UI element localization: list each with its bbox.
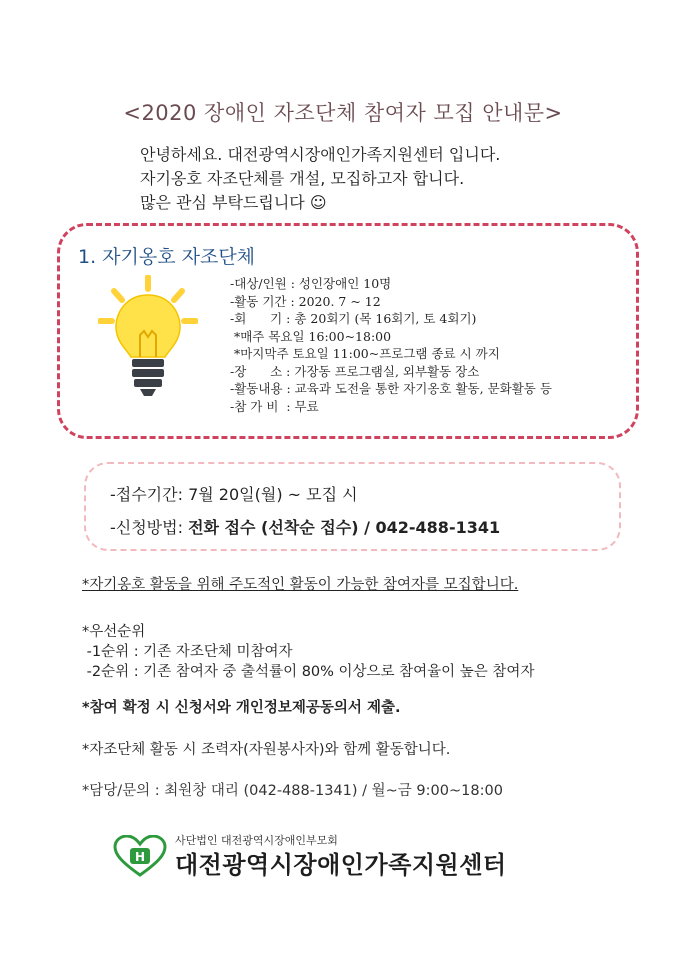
section-heading: 1. 자기옹호 자조단체: [78, 246, 256, 268]
detail-line: *마지막주 토요일 11:00~프로그램 종료 시 까지: [230, 346, 500, 361]
greeting-block: [140, 143, 500, 215]
detail-line: -회 기 : 총 20회기 (목 16회기, 토 4회기): [230, 311, 477, 326]
page-title: <2020 장애인 자조단체 참여자 모집 안내문>: [123, 101, 563, 125]
priority-item: -2순위 : 기존 참여자 중 출석률이 80% 이상으로 참여율이 높은 참여자: [82, 664, 535, 680]
org-name: 대전광역시장애인가족지원센터: [175, 851, 507, 879]
recruit-note: *자기옹호 활동을 위해 주도적인 활동이 가능한 참여자를 모집합니다.: [82, 577, 519, 593]
greeting-line: 안녕하세요. 대전광역시장애인가족지원센터 입니다.: [140, 145, 501, 164]
registration-method-value: 전화 접수 (선착순 접수) / 042-488-1341: [188, 518, 501, 537]
detail-line: -활동내용 : 교육과 도전을 통한 자기옹호 활동, 문화활동 등: [230, 381, 552, 396]
greeting-line: 자기옹호 자조단체를 개설, 모집하고자 합니다.: [140, 169, 465, 188]
detail-line: -활동 기간 : 2020. 7 ~ 12: [230, 293, 381, 309]
helper-note: *자조단체 활동 시 조력자(자원봉사자)와 함께 활동합니다.: [82, 742, 451, 758]
registration-method: [110, 515, 500, 538]
registration-period: [110, 482, 358, 505]
detail-line: -대상/인원 : 성인장애인 10명: [230, 276, 392, 291]
contact-info: *담당/문의 : 최원창 대리 (042-488-1341) / 월~금 9:00~18:00: [82, 783, 503, 799]
priority-item: -1순위 : 기존 자조단체 미참여자: [82, 644, 293, 660]
detail-line: -장 소 : 가장동 프로그램실, 외부활동 장소: [230, 363, 480, 379]
heart-logo-icon: [113, 835, 167, 877]
greeting-line: 많은 관심 부탁드립니다 ☺: [140, 193, 327, 212]
registration-period-value: 7월 20일(월) ~ 모집 시: [188, 485, 358, 504]
registration-period-label: -접수기간:: [110, 485, 189, 504]
priority-block: [82, 622, 534, 682]
confirm-note: *참여 확정 시 신청서와 개인정보제공동의서 제출.: [82, 700, 401, 716]
detail-line: *매주 목요일 16:00~18:00: [230, 328, 392, 344]
priority-title: *우선순위: [82, 624, 146, 640]
lightbulb-icon: [98, 275, 198, 405]
org-subtitle: 사단법인 대전광역시장애인부모회: [175, 834, 338, 847]
registration-method-label: -신청방법:: [110, 518, 189, 537]
program-details: [230, 275, 552, 415]
detail-line: -참 가 비 : 무료: [230, 398, 319, 414]
svg-text:H: H: [134, 850, 146, 864]
